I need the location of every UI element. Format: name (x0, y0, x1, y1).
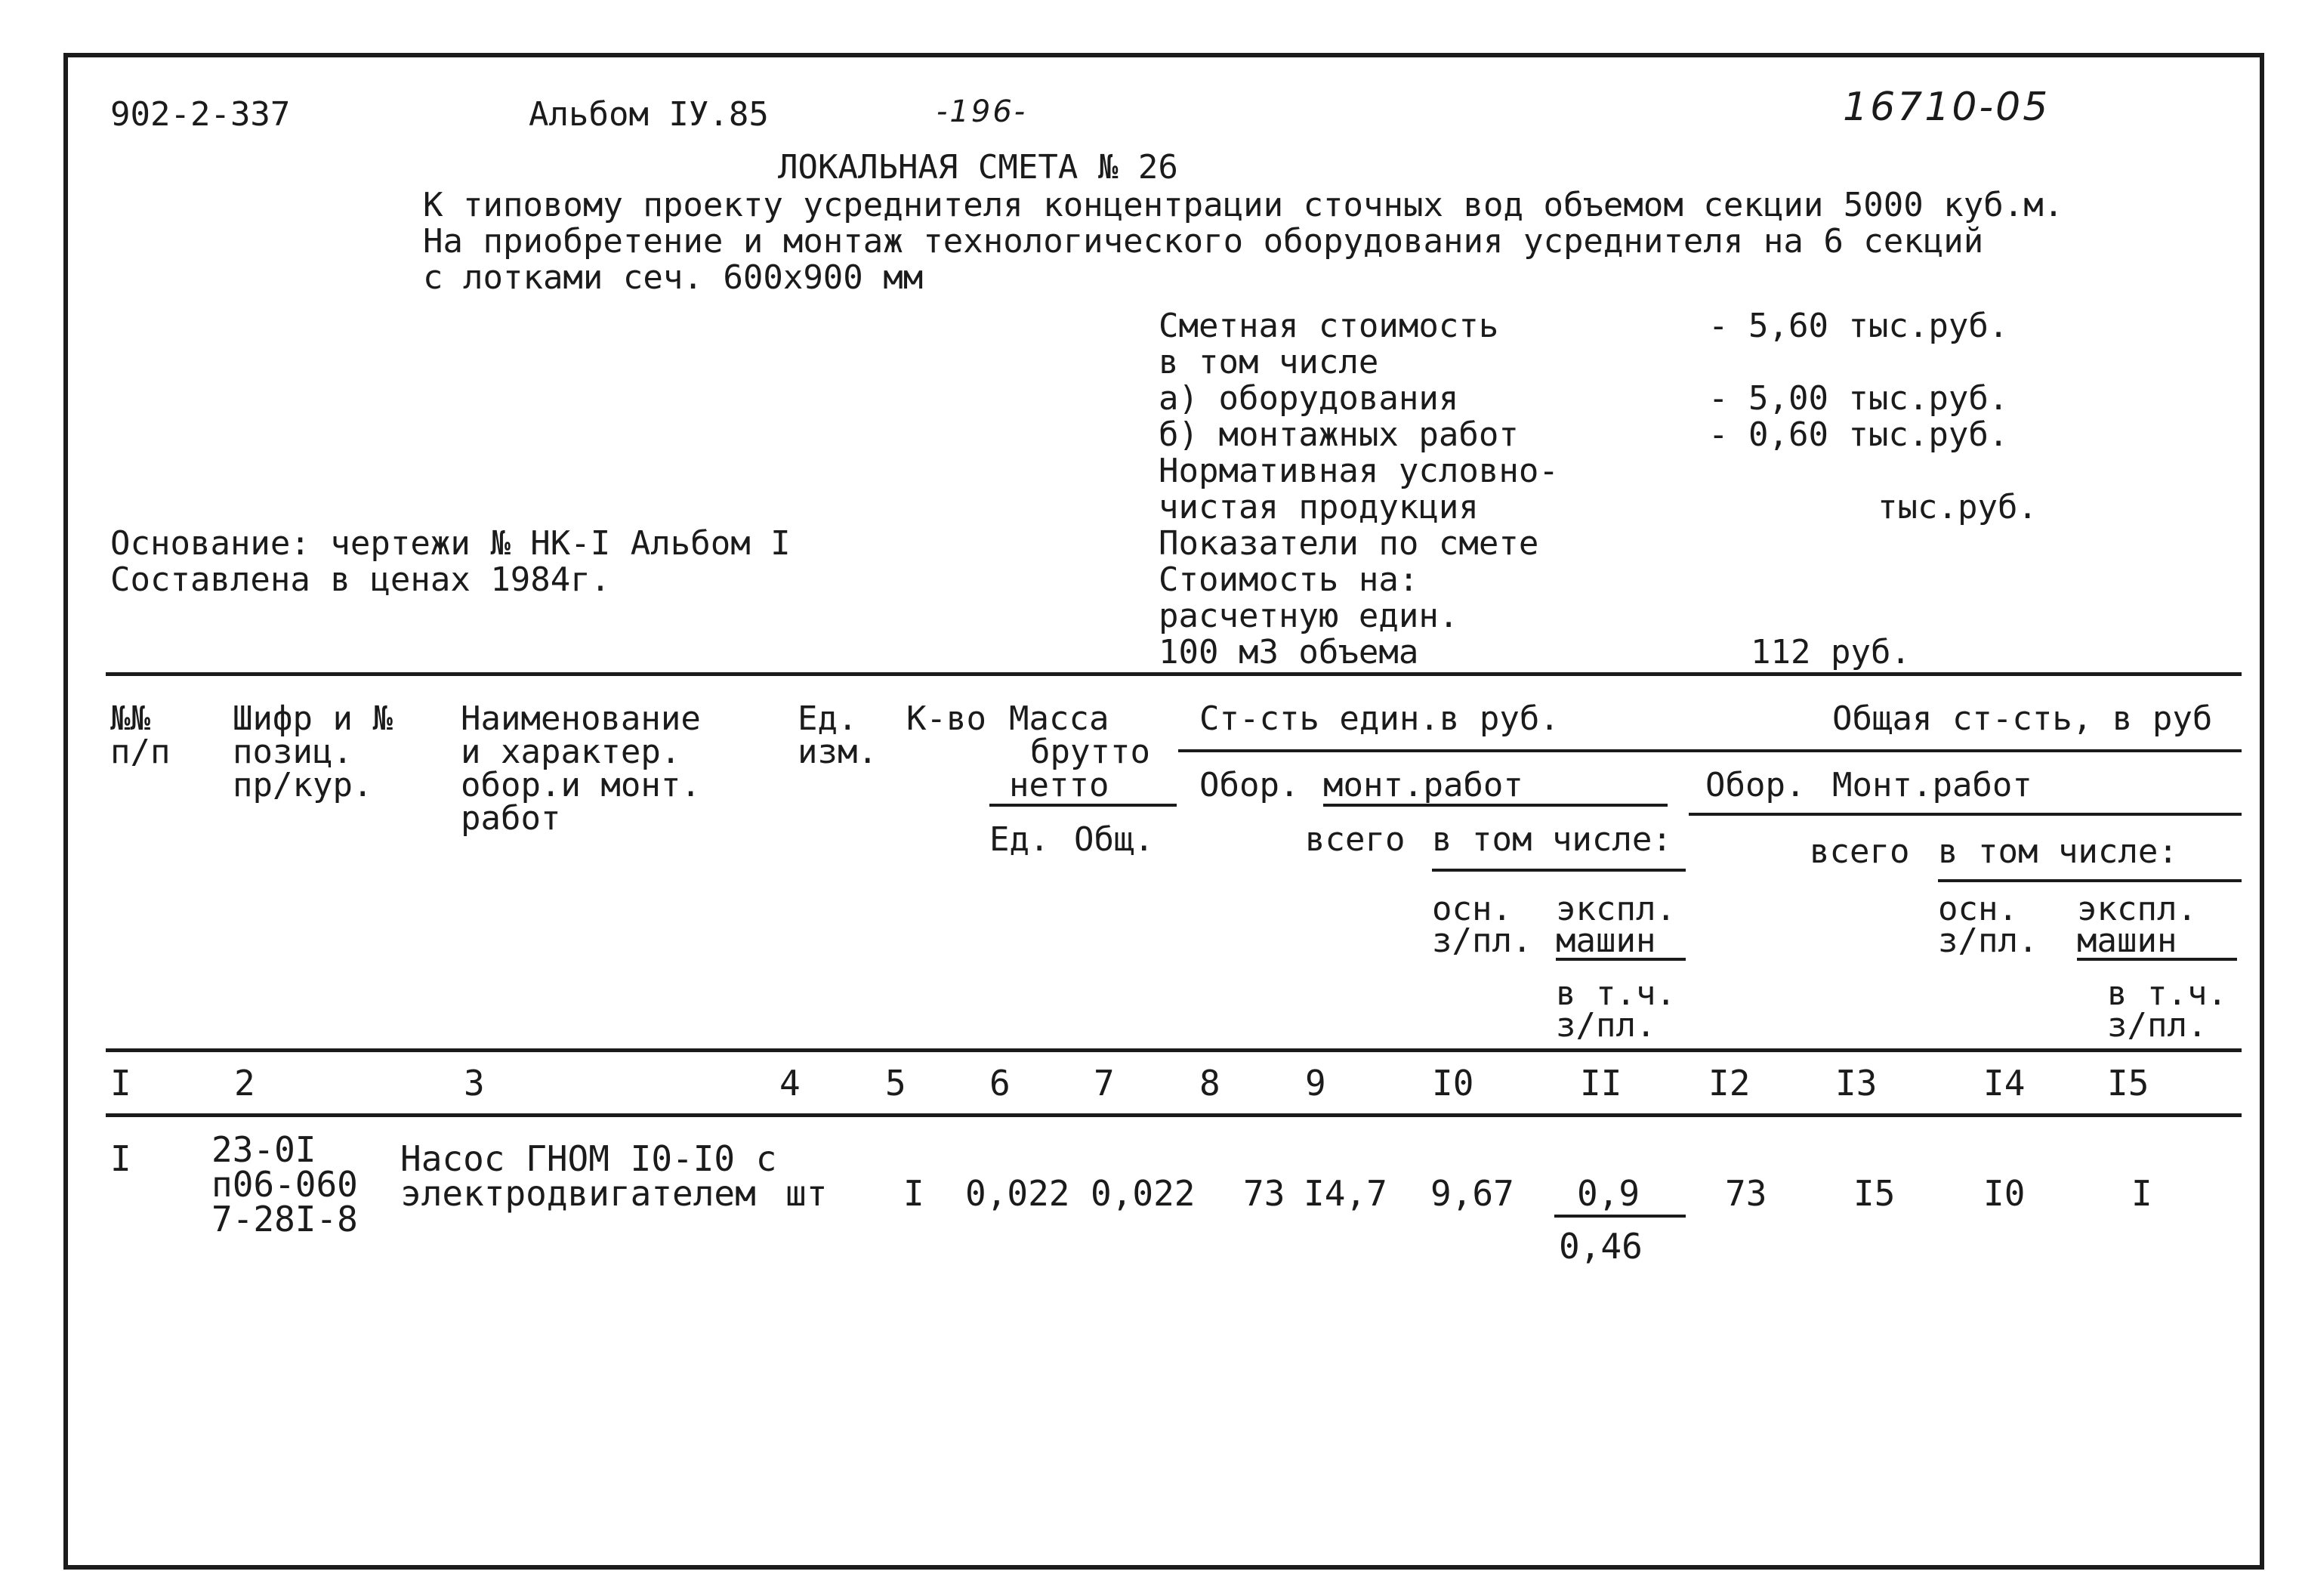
column-number: 5 (885, 1063, 906, 1104)
numbers-bottom-rule (106, 1113, 2242, 1117)
basis-line-2: Составлена в ценах 1984г. (110, 560, 611, 599)
col-mass-total-header: Общ. (1074, 820, 1154, 859)
page-number: -196- (937, 94, 1028, 129)
row-mass-unit: 0,022 (965, 1173, 1070, 1214)
unit-basic-header-1: осн. (1432, 890, 1512, 928)
row-unit-install-total: I4,7 (1304, 1173, 1387, 1214)
estimated-cost-label: Сметная стоимость (1159, 307, 1499, 345)
row-unit: шт (785, 1173, 828, 1214)
total-install-header: Монт.работ (1832, 766, 2032, 804)
total-mach-header-2: машин (2077, 921, 2177, 960)
column-number: 6 (989, 1063, 1011, 1104)
table-top-rule (106, 672, 2242, 676)
column-number: I2 (1708, 1063, 1751, 1104)
basis-line-1: Основание: чертежи № НК-I Альбом I (110, 524, 791, 563)
including-label: в том числе (1159, 343, 1379, 381)
equipment-value: - 5,00 тыс.руб. (1708, 379, 2009, 418)
volume-label: 100 м3 объема (1159, 633, 1419, 671)
column-number: 7 (1094, 1063, 1115, 1104)
col-unit-header-2: изм. (798, 733, 878, 771)
title-line-1: К типовому проекту усреднителя концентрации сточных вод объемом секции 5000 куб.м. (423, 186, 2064, 224)
row-code-1: 23-0I (211, 1129, 316, 1170)
total-basic-header-2: з/пл. (1938, 921, 2038, 960)
installation-value: - 0,60 тыс.руб. (1708, 415, 2009, 454)
row-unit-basic: 9,67 (1430, 1173, 1514, 1214)
column-number: I3 (1835, 1063, 1878, 1104)
total-equip-header: Обор. (1705, 766, 1806, 804)
unit-equip-header: Обор. (1199, 766, 1300, 804)
row-no: I (110, 1138, 131, 1179)
unit-install-header: монт.работ (1323, 766, 1523, 804)
total-total-header: всего (1810, 832, 1910, 871)
column-number: 2 (234, 1063, 255, 1104)
unit-cost-group-header: Ст-сть един.в руб. (1199, 699, 1560, 738)
total-mach-rule (2077, 958, 2237, 961)
column-number: I4 (1983, 1063, 2026, 1104)
mach-wage-divider (1554, 1215, 1686, 1218)
total-group-rule (1689, 813, 2242, 816)
column-number: 9 (1305, 1063, 1326, 1104)
header-bottom-rule (106, 1048, 2242, 1052)
unit-mach-header-3: в т.ч. (1556, 974, 1676, 1013)
equipment-label: а) оборудования (1159, 379, 1459, 418)
col-code-header-1: Шифр и № (233, 699, 393, 738)
col-name-header-3: обор.и монт. (461, 766, 701, 804)
col-name-header-2: и характер. (461, 733, 681, 771)
col-unit-header-1: Ед. (798, 699, 858, 738)
row-code-3: 7-28I-8 (211, 1199, 358, 1239)
estimated-cost-value: - 5,60 тыс.руб. (1708, 307, 2009, 345)
cost-group-rule (1178, 749, 2242, 752)
row-name-2: электродвигателем (400, 1173, 756, 1214)
col-mass-header-3: нетто (1009, 766, 1109, 804)
mass-underline (989, 804, 1177, 807)
column-number: 8 (1199, 1063, 1220, 1104)
title-line-2: На приобретение и монтаж технологического оборудования усреднителя на 6 секций (423, 222, 1984, 261)
unit-mach-header-1: экспл. (1556, 890, 1676, 928)
project-code: 902-2-337 (110, 95, 291, 134)
album-label: Альбом IУ.85 (529, 95, 769, 134)
row-qty: I (903, 1173, 924, 1214)
unit-incl-header: в том числе: (1432, 820, 1672, 859)
row-total-mach: I (2131, 1173, 2152, 1214)
unit-mach-header-4: з/пл. (1556, 1006, 1656, 1045)
row-unit-equip: 73 (1243, 1173, 1285, 1214)
total-incl-rule (1938, 879, 2242, 882)
column-number: I (110, 1063, 131, 1104)
col-mass-header-1: Масса (1009, 699, 1109, 738)
row-total-install: I5 (1853, 1173, 1896, 1214)
row-name-1: Насос ГНОМ I0-I0 с (400, 1138, 777, 1179)
unit-incl-rule (1432, 869, 1686, 872)
unit-mach-rule (1556, 958, 1686, 961)
unit-mach-header-2: машин (1556, 921, 1656, 960)
row-code-2: п06-060 (211, 1164, 358, 1205)
estimate-sheet (63, 53, 2264, 1570)
doc-title: ЛОКАЛЬНАЯ СМЕТА № 26 (778, 148, 1178, 187)
unit-total-header: всего (1305, 820, 1406, 859)
normative-label-1: Нормативная условно- (1159, 452, 1559, 490)
total-mach-header-3: в т.ч. (2107, 974, 2227, 1013)
installation-label: б) монтажных работ (1159, 415, 1519, 454)
total-mach-header-4: з/пл. (2107, 1006, 2208, 1045)
row-total-basic: I0 (1983, 1173, 2026, 1214)
col-qty-header: К-во (906, 699, 986, 738)
col-code-header-3: пр/кур. (233, 766, 373, 804)
normative-label-2: чистая продукция (1159, 488, 1479, 526)
unit-basic-header-2: з/пл. (1432, 921, 1532, 960)
col-code-header-2: позиц. (233, 733, 353, 771)
col-name-header-4: работ (461, 799, 561, 838)
column-number: 3 (464, 1063, 485, 1104)
row-total-equip: 73 (1725, 1173, 1767, 1214)
row-unit-mach-wage: 0,46 (1559, 1226, 1643, 1267)
column-number: 4 (779, 1063, 801, 1104)
total-mach-header-1: экспл. (2077, 890, 2197, 928)
indicators-label: Показатели по смете (1159, 524, 1539, 563)
cost-per-label: Стоимость на: (1159, 560, 1419, 599)
col-no-header-2: п/п (110, 733, 171, 771)
title-line-3: с лотками сеч. 600x900 мм (423, 258, 924, 297)
col-mass-unit-header: Ед. (989, 820, 1050, 859)
col-name-header-1: Наименование (461, 699, 701, 738)
volume-value: 112 руб. (1751, 633, 1911, 671)
total-cost-group-header: Общая ст-сть, в руб (1832, 699, 2213, 738)
column-number: II (1580, 1063, 1622, 1104)
column-number: I0 (1432, 1063, 1474, 1104)
unit-label: расчетную един. (1159, 597, 1459, 635)
normative-value: тыс.руб. (1878, 488, 2038, 526)
col-mass-header-2: брутто (1030, 733, 1150, 771)
inventory-number: 16710-05 (1843, 85, 2051, 130)
total-incl-header: в том числе: (1938, 832, 2178, 871)
total-basic-header-1: осн. (1938, 890, 2018, 928)
row-mass-total: 0,022 (1091, 1173, 1196, 1214)
unit-install-rule (1323, 804, 1668, 807)
column-number: I5 (2107, 1063, 2149, 1104)
col-no-header-1: №№ (110, 699, 150, 738)
row-unit-mach: 0,9 (1577, 1173, 1640, 1214)
